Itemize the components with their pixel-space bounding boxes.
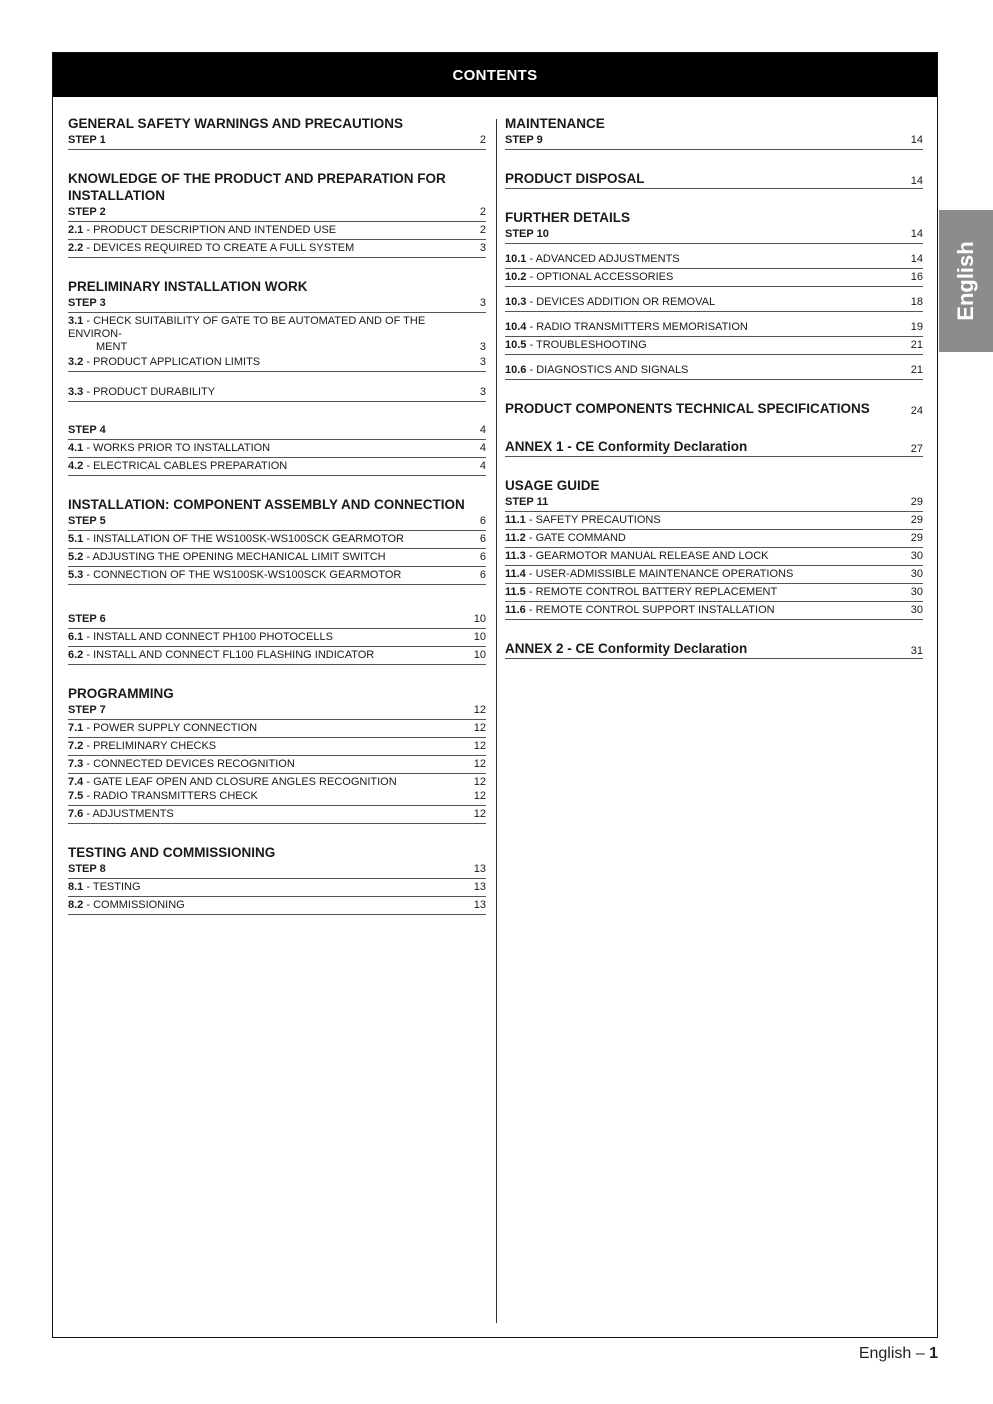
section-title[interactable]: GENERAL SAFETY WARNINGS AND PRECAUTIONS [68,116,404,131]
toc-item[interactable]: 10.4 - RADIO TRANSMITTERS MEMORISATION 19 [505,319,923,337]
toc-item[interactable]: 5.3 - CONNECTION OF THE WS100SK-WS100SCK GEARMOTOR 6 [68,567,486,585]
section-title[interactable]: PRELIMINARY INSTALLATION WORK [68,279,308,294]
toc-item[interactable]: 3.2 - PRODUCT APPLICATION LIMITS 3 [68,356,486,372]
right-column [505,115,923,659]
left-column [68,115,486,915]
toc-step-row[interactable]: STEP 7 12 [68,702,486,720]
toc-item[interactable]: 11.1 - SAFETY PRECAUTIONS 29 [505,512,923,530]
toc-item[interactable]: 7.2 - PRELIMINARY CHECKS 12 [68,738,486,756]
language-tab-label: English [953,241,978,321]
toc-item[interactable]: 5.1 - INSTALLATION OF THE WS100SK-WS100SCK GEARMOTOR 6 [68,531,486,549]
section-title-row[interactable]: ANNEX 1 - CE Conformity Declaration 27 [505,439,923,455]
toc-item[interactable]: 11.2 - GATE COMMAND 29 [505,530,923,548]
toc-item[interactable]: 10.2 - OPTIONAL ACCESSORIES 16 [505,269,923,287]
section-title[interactable]: TESTING AND COMMISSIONING [68,845,276,860]
language-tab [939,210,993,352]
toc-item[interactable]: 11.3 - GEARMOTOR MANUAL RELEASE AND LOCK 30 [505,548,923,566]
toc-step-row[interactable]: STEP 2 2 [68,204,486,222]
page-footer [859,1345,938,1363]
page-number: 1 [929,1345,938,1362]
toc-step-row[interactable]: STEP 6 10 [68,611,486,629]
toc-item[interactable]: 3.1 - CHECK SUITABILITY OF GATE TO BE AUTOMATED AND OF THE ENVIRON- MENT 3 [68,315,486,353]
section-title[interactable]: MAINTENANCE [505,116,605,131]
toc-step-row[interactable]: STEP 4 4 [68,422,486,440]
toc-item[interactable]: 11.6 - REMOTE CONTROL SUPPORT INSTALLATION 30 [505,602,923,620]
toc-item[interactable]: 7.4 - GATE LEAF OPEN AND CLOSURE ANGLES RECOGNITION 12 [68,776,486,788]
section-title[interactable]: KNOWLEDGE OF THE PRODUCT AND PREPARATION FOR INSTALLATION [68,171,446,203]
toc-item[interactable]: 7.1 - POWER SUPPLY CONNECTION 12 [68,720,486,738]
contents-header [53,53,937,97]
toc-item[interactable]: 10.1 - ADVANCED ADJUSTMENTS 14 [505,251,923,269]
contents-title: CONTENTS [452,66,538,84]
toc-item[interactable]: 3.3 - PRODUCT DURABILITY 3 [68,384,486,402]
section-title[interactable]: INSTALLATION: COMPONENT ASSEMBLY AND CONNECTION [68,497,465,512]
section-title[interactable]: PROGRAMMING [68,686,174,701]
toc-item[interactable]: 8.2 - COMMISSIONING 13 [68,897,486,915]
toc-item[interactable]: 4.2 - ELECTRICAL CABLES PREPARATION 4 [68,458,486,476]
section-title[interactable]: USAGE GUIDE [505,478,600,493]
column-divider [496,119,497,1323]
toc-item[interactable]: 6.1 - INSTALL AND CONNECT PH100 PHOTOCELLS 10 [68,629,486,647]
toc-item[interactable]: 2.1 - PRODUCT DESCRIPTION AND INTENDED USE 2 [68,222,486,240]
toc-step-row[interactable]: STEP 10 14 [505,226,923,244]
toc-step-row[interactable]: STEP 9 14 [505,132,923,150]
section-title[interactable]: FURTHER DETAILS [505,210,630,225]
toc-item[interactable]: 10.6 - DIAGNOSTICS AND SIGNALS 21 [505,362,923,380]
toc-step-row[interactable]: STEP 5 6 [68,513,486,531]
section-title-row[interactable]: PRODUCT DISPOSAL 14 [505,171,923,187]
toc-step-row[interactable]: STEP 8 13 [68,861,486,879]
toc-item[interactable]: 10.5 - TROUBLESHOOTING 21 [505,337,923,355]
section-title-row[interactable]: ANNEX 2 - CE Conformity Declaration 31 [505,641,923,657]
toc-item[interactable]: 6.2 - INSTALL AND CONNECT FL100 FLASHING INDICATOR 10 [68,647,486,665]
toc-item[interactable]: 7.3 - CONNECTED DEVICES RECOGNITION 12 [68,756,486,774]
toc-item[interactable]: 10.3 - DEVICES ADDITION OR REMOVAL 18 [505,294,923,312]
toc-item[interactable]: 11.5 - REMOTE CONTROL BATTERY REPLACEMENT 30 [505,584,923,602]
toc-step-row[interactable]: STEP 11 29 [505,494,923,512]
toc-item[interactable]: 5.2 - ADJUSTING THE OPENING MECHANICAL LIMIT SWITCH 6 [68,549,486,567]
toc-item[interactable]: 7.6 - ADJUSTMENTS 12 [68,806,486,824]
toc-item[interactable]: 11.4 - USER-ADMISSIBLE MAINTENANCE OPERATIONS 30 [505,566,923,584]
toc-item[interactable]: 4.1 - WORKS PRIOR TO INSTALLATION 4 [68,440,486,458]
toc-item[interactable]: 7.5 - RADIO TRANSMITTERS CHECK 12 [68,789,486,806]
footer-language: English – [858,1345,925,1362]
toc-item[interactable]: 8.1 - TESTING 13 [68,879,486,897]
section-title-row[interactable]: PRODUCT COMPONENTS TECHNICAL SPECIFICATIONS 24 [505,401,923,417]
contents-frame [52,52,938,1338]
toc-step-row[interactable]: STEP 3 3 [68,295,486,313]
toc-step-row[interactable]: STEP 1 2 [68,132,486,150]
toc-item[interactable]: 2.2 - DEVICES REQUIRED TO CREATE A FULL SYSTEM 3 [68,240,486,258]
